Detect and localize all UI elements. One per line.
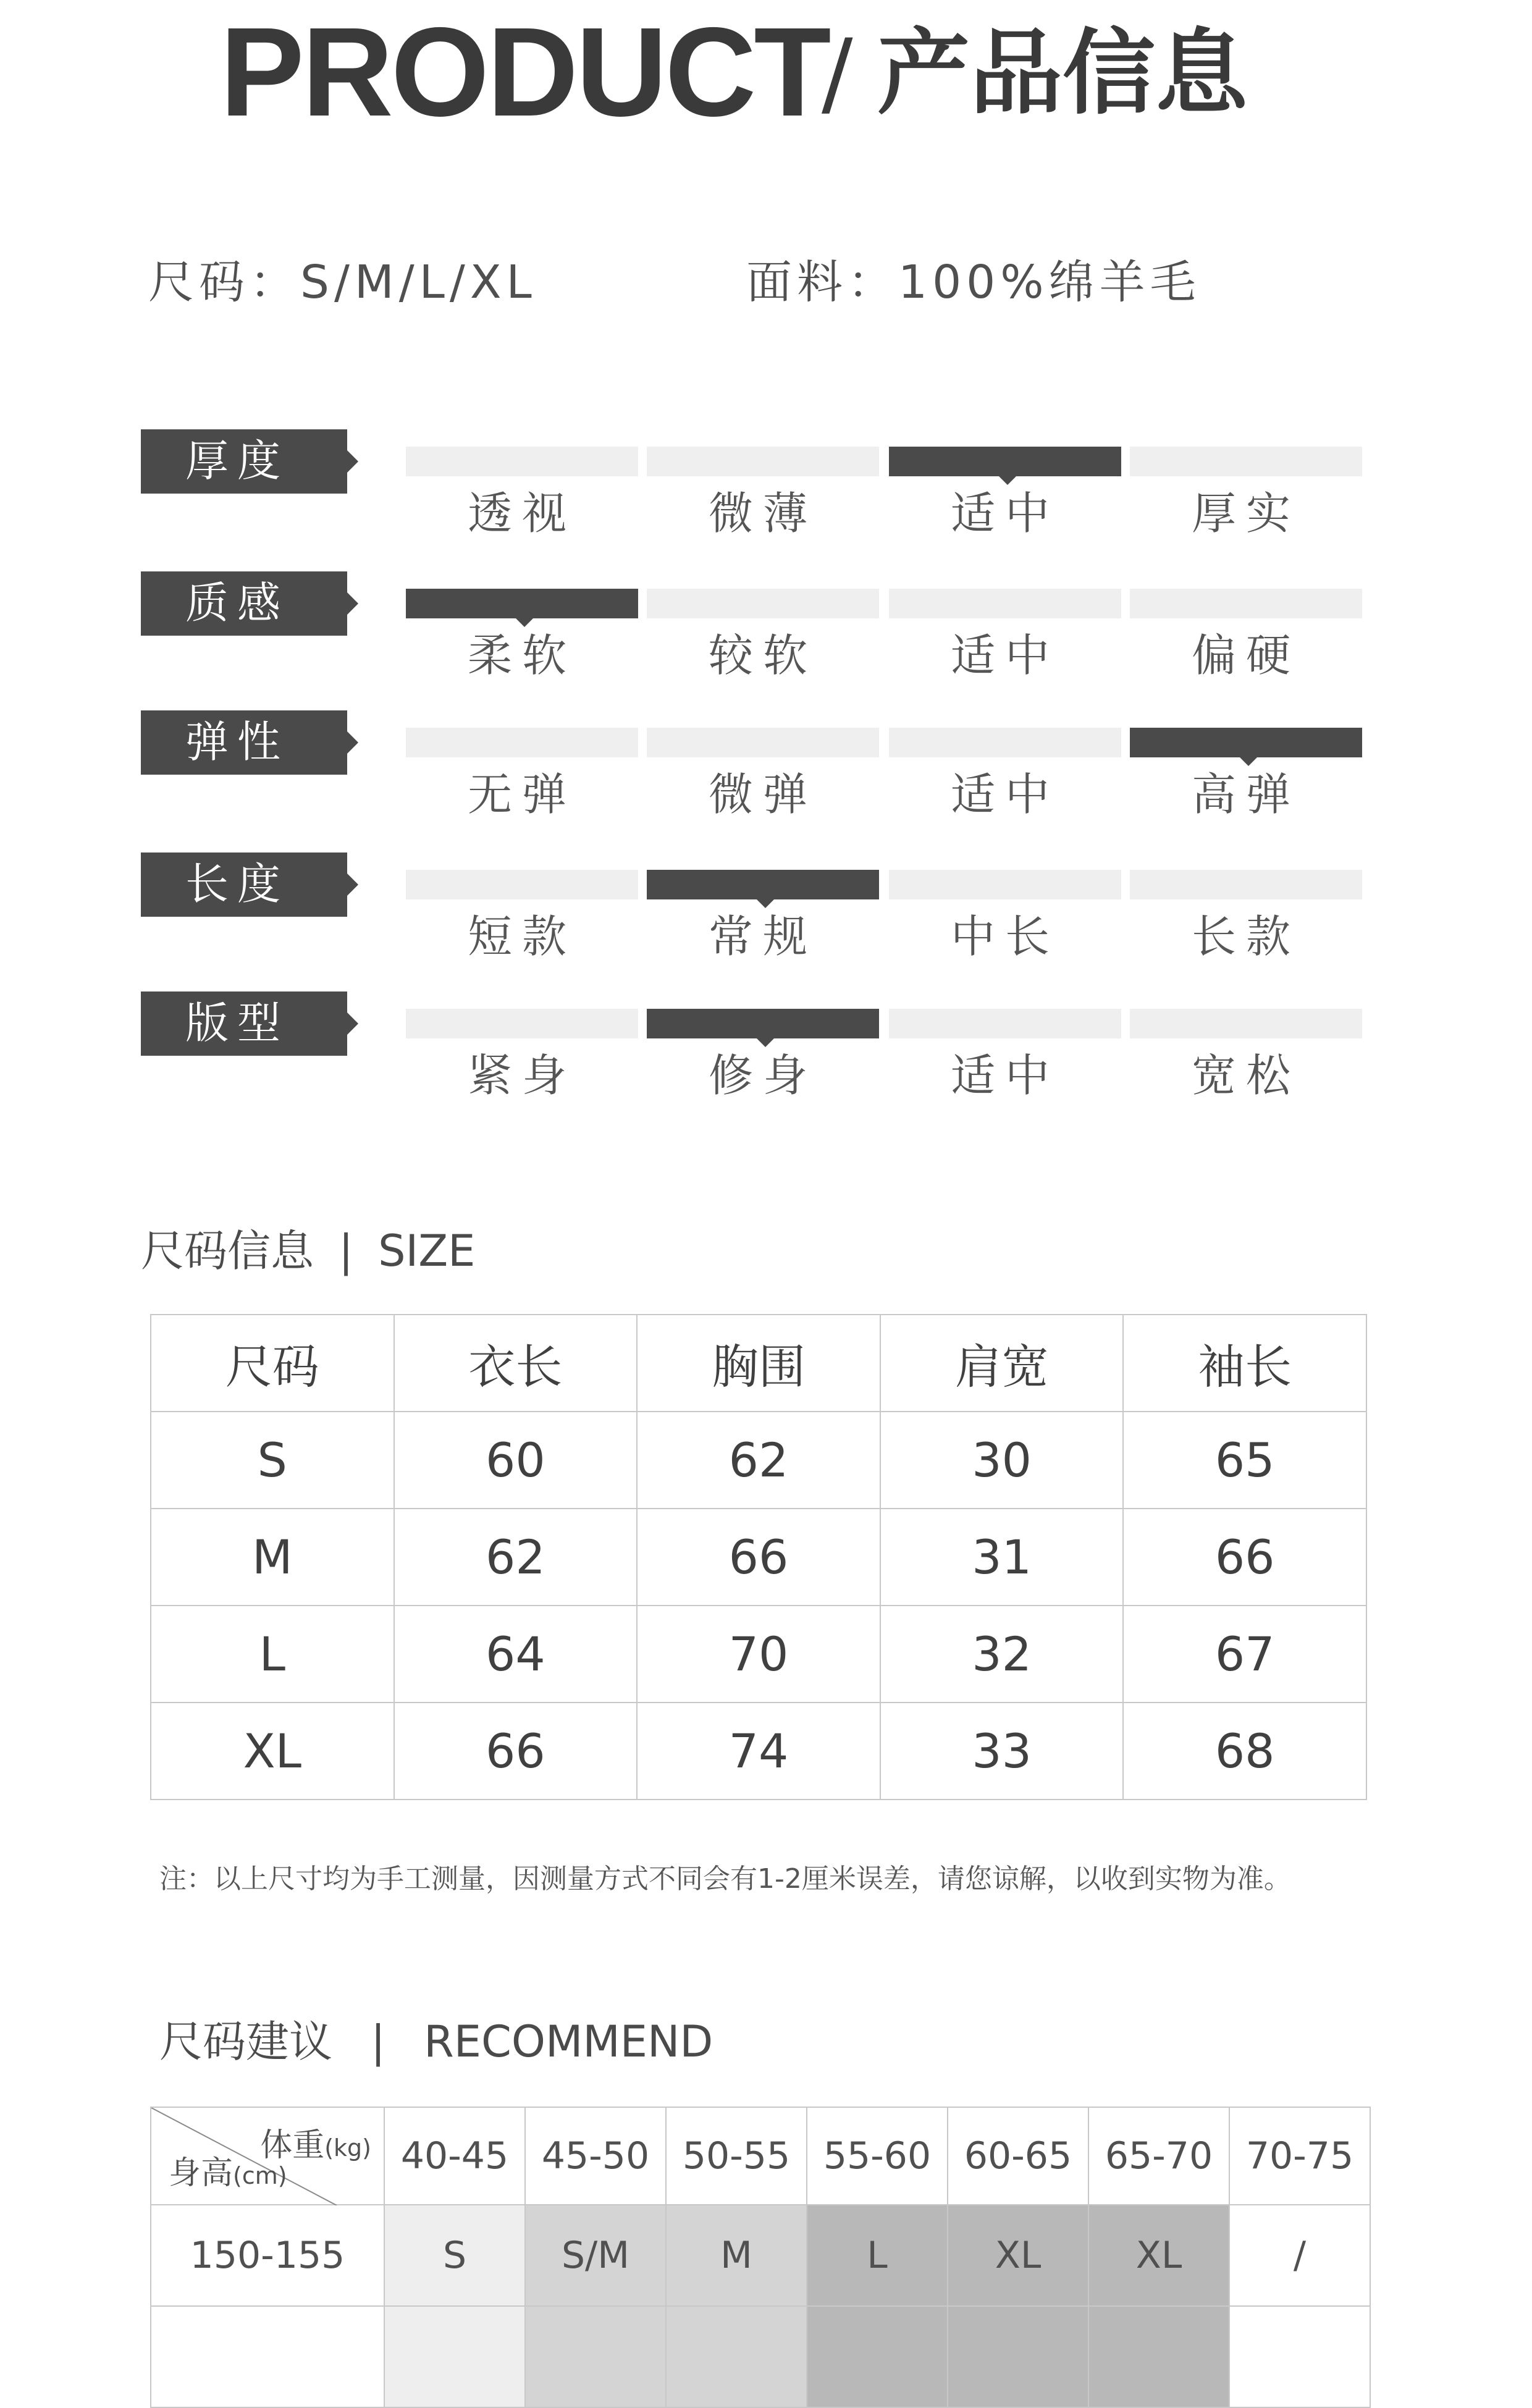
scale-segment xyxy=(1130,447,1362,476)
recommend-section-title-en: RECOMMEND xyxy=(424,2016,713,2067)
scale-segment xyxy=(889,870,1121,899)
size-spec-value: S/M/L/XL xyxy=(300,256,537,309)
size-cell: 65 xyxy=(1123,1412,1366,1509)
size-cell: 33 xyxy=(880,1703,1124,1800)
recommend-cell-cutoff xyxy=(948,2306,1088,2407)
scale-segment xyxy=(1130,589,1362,618)
recommend-cell: XL xyxy=(1088,2205,1229,2306)
scale-option-label: 适中 xyxy=(950,487,1059,539)
recommend-cell: M xyxy=(666,2205,807,2306)
size-header-cell: 胸围 xyxy=(637,1315,880,1412)
recommend-cell-cutoff xyxy=(807,2306,948,2407)
attribute-tag xyxy=(141,571,347,636)
size-cell: 67 xyxy=(1123,1606,1366,1703)
attribute-label: 质感 xyxy=(185,578,289,628)
size-cell: 68 xyxy=(1123,1703,1366,1800)
size-cell: 30 xyxy=(880,1412,1124,1509)
attribute-label: 长度 xyxy=(185,859,289,909)
weight-range-header: 50-55 xyxy=(666,2107,807,2205)
height-unit: (cm) xyxy=(233,2162,287,2189)
size-cell: 74 xyxy=(637,1703,880,1800)
recommend-cell: / xyxy=(1229,2205,1370,2306)
size-cell: 64 xyxy=(394,1606,638,1703)
recommend-cell-cutoff xyxy=(384,2306,525,2407)
scale-option-label: 宽松 xyxy=(1191,1050,1300,1101)
weight-range-header: 40-45 xyxy=(384,2107,525,2205)
table-row xyxy=(151,2306,1370,2407)
table-row xyxy=(151,1412,1366,1509)
scale-segment xyxy=(647,728,879,757)
scale-segment xyxy=(647,589,879,618)
measurement-note: 注：以上尺寸均为手工测量，因测量方式不同会有1-2厘米误差，请您谅解，以收到实物为准。 xyxy=(159,1863,1291,1895)
header-separator: / xyxy=(822,20,853,127)
size-cell: S xyxy=(151,1412,394,1509)
scale-option-label: 短款 xyxy=(467,911,576,962)
scale-option-label: 较软 xyxy=(708,629,817,681)
recommend-cell: S xyxy=(384,2205,525,2306)
header-title-en: PRODUCT xyxy=(220,1,829,143)
weight-unit: (kg) xyxy=(324,2134,371,2162)
size-cell: 62 xyxy=(394,1509,638,1606)
attribute-tag xyxy=(141,991,347,1056)
size-table xyxy=(150,1314,1367,1800)
attribute-label: 弹性 xyxy=(185,717,289,767)
scale-segment xyxy=(889,589,1121,618)
scale-segment xyxy=(406,728,638,757)
weight-range-header: 60-65 xyxy=(948,2107,1088,2205)
scale-option-label: 微薄 xyxy=(708,487,817,539)
scale-segment xyxy=(406,447,638,476)
size-header-cell: 尺码 xyxy=(151,1315,394,1412)
scale-segment-selected xyxy=(647,1009,879,1038)
scale-option-label: 高弹 xyxy=(1191,768,1300,820)
recommend-cell: S/M xyxy=(525,2205,666,2306)
scale-option-label: 无弹 xyxy=(467,768,576,820)
scale-segment xyxy=(406,1009,638,1038)
height-range-cell: 150-155 xyxy=(151,2205,384,2306)
fabric-spec xyxy=(746,256,1201,309)
attribute-label: 厚度 xyxy=(185,436,289,486)
size-cell: 66 xyxy=(637,1509,880,1606)
size-section-title-en: SIZE xyxy=(378,1226,476,1276)
table-row xyxy=(151,1703,1366,1800)
fabric-spec-label: 面料： xyxy=(746,256,898,309)
scale-segment xyxy=(1130,1009,1362,1038)
size-cell: M xyxy=(151,1509,394,1606)
scale-option-label: 适中 xyxy=(950,1050,1059,1101)
scale-option-label: 常规 xyxy=(708,911,817,962)
recommend-corner-cell xyxy=(151,2107,384,2205)
size-cell: 66 xyxy=(1123,1509,1366,1606)
scale-segment xyxy=(406,870,638,899)
size-cell: 32 xyxy=(880,1606,1124,1703)
table-row xyxy=(151,2205,1370,2306)
recommend-cell-cutoff xyxy=(1229,2306,1370,2407)
table-row xyxy=(151,1509,1366,1606)
header-title-cn: 产品信息 xyxy=(877,20,1248,127)
size-cell: 31 xyxy=(880,1509,1124,1606)
weight-range-header: 65-70 xyxy=(1088,2107,1229,2205)
height-axis-label xyxy=(169,2147,287,2193)
fabric-spec-value: 100%绵羊毛 xyxy=(898,256,1201,309)
scale-option-label: 长款 xyxy=(1191,911,1300,962)
recommend-section-divider: | xyxy=(371,2016,385,2067)
scale-segment xyxy=(647,447,879,476)
weight-label: 体重 xyxy=(260,2127,325,2164)
table-row xyxy=(151,1606,1366,1703)
scale-option-label: 柔软 xyxy=(467,629,576,681)
scale-option-label: 微弹 xyxy=(708,768,817,820)
scale-segment xyxy=(1130,870,1362,899)
weight-range-header: 55-60 xyxy=(807,2107,948,2205)
weight-range-header: 70-75 xyxy=(1229,2107,1370,2205)
size-header-cell: 衣长 xyxy=(394,1315,638,1412)
recommend-cell-cutoff xyxy=(525,2306,666,2407)
scale-option-label: 偏硬 xyxy=(1191,629,1300,681)
scale-option-label: 透视 xyxy=(467,487,576,539)
recommend-section-title-cn: 尺码建议 xyxy=(159,2016,332,2067)
recommend-cell-cutoff xyxy=(666,2306,807,2407)
size-section-title xyxy=(141,1226,476,1276)
scale-option-label: 修身 xyxy=(708,1050,817,1101)
recommend-cell-cutoff xyxy=(151,2306,384,2407)
size-section-divider: | xyxy=(339,1226,353,1276)
attribute-tag xyxy=(141,710,347,775)
scale-option-label: 紧身 xyxy=(467,1050,576,1101)
size-header-cell: 袖长 xyxy=(1123,1315,1366,1412)
scale-segment-selected xyxy=(1130,728,1362,757)
size-spec xyxy=(148,256,537,309)
height-label: 身高 xyxy=(169,2155,234,2192)
scale-segment-selected xyxy=(889,447,1121,476)
attribute-label: 版型 xyxy=(185,998,289,1048)
scale-option-label: 适中 xyxy=(950,629,1059,681)
recommend-section-title xyxy=(159,2016,713,2067)
recommend-cell-cutoff xyxy=(1088,2306,1229,2407)
size-cell: 62 xyxy=(637,1412,880,1509)
size-cell: 60 xyxy=(394,1412,638,1509)
size-spec-label: 尺码： xyxy=(148,256,300,309)
size-cell: 66 xyxy=(394,1703,638,1800)
scale-option-label: 中长 xyxy=(950,911,1059,962)
size-cell: 70 xyxy=(637,1606,880,1703)
attribute-tag xyxy=(141,429,347,494)
recommend-cell: XL xyxy=(948,2205,1088,2306)
size-header-cell: 肩宽 xyxy=(880,1315,1124,1412)
scale-segment xyxy=(889,728,1121,757)
scale-segment xyxy=(889,1009,1121,1038)
attribute-tag xyxy=(141,852,347,917)
recommend-table xyxy=(150,2107,1371,2408)
size-cell: L xyxy=(151,1606,394,1703)
weight-range-header: 45-50 xyxy=(525,2107,666,2205)
scale-option-label: 适中 xyxy=(950,768,1059,820)
scale-option-label: 厚实 xyxy=(1191,487,1300,539)
scale-segment-selected xyxy=(647,870,879,899)
size-cell: XL xyxy=(151,1703,394,1800)
size-table-header-row xyxy=(151,1315,1366,1412)
scale-segment-selected xyxy=(406,589,638,618)
recommend-header-row xyxy=(151,2107,1370,2205)
size-section-title-cn: 尺码信息 xyxy=(141,1226,314,1276)
recommend-cell: L xyxy=(807,2205,948,2306)
